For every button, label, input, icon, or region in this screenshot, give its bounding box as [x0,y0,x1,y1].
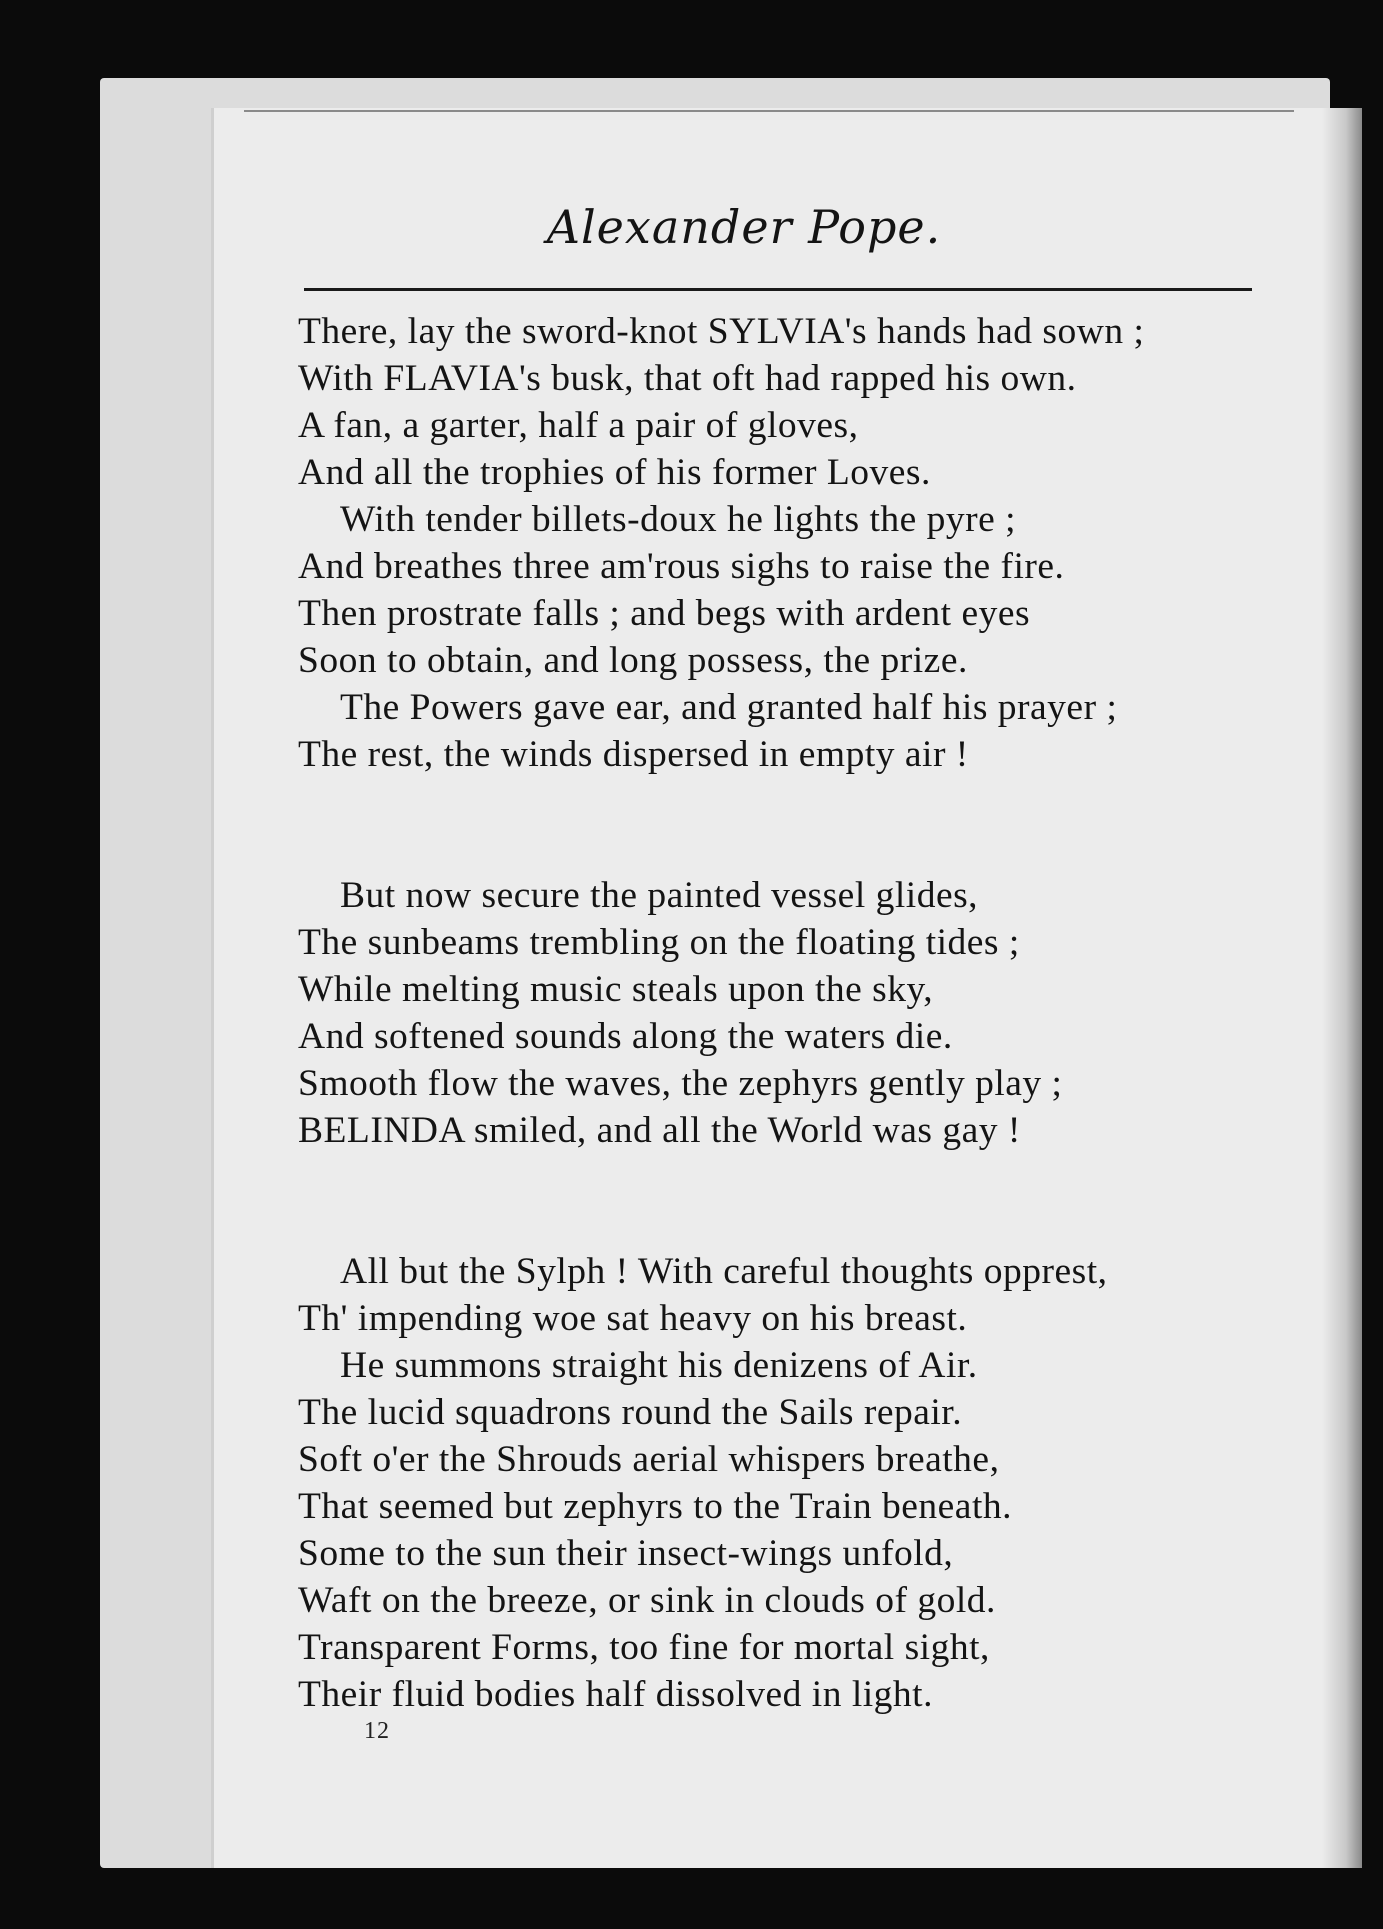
verse-line: He summons straight his denizens of Air. [340,1345,978,1386]
verse-line: And breathes three am'rous sighs to raise the fire. [298,546,1065,587]
stanza [298,1248,1278,1718]
page [214,108,1362,1868]
page-edge-shadow [1322,108,1362,1868]
verse-line: And all the trophies of his former Loves. [298,452,931,493]
stanza-gap [298,778,1278,872]
verse-line: Their fluid bodies half dissolved in light. [298,1674,933,1715]
verse-line: The lucid squadrons round the Sails repair. [298,1392,963,1433]
verse-line: Smooth flow the waves, the zephyrs gently play ; [298,1063,1063,1104]
stanza [298,872,1278,1154]
top-rule [244,110,1294,112]
verse-line: While melting music steals upon the sky, [298,969,934,1010]
verse-line: BELINDA smiled, and all the World was gay ! [298,1110,1021,1151]
verse-line: There, lay the sword-knot SYLVIA's hands had sown ; [298,311,1145,352]
verse-line: Soon to obtain, and long possess, the prize. [298,640,968,681]
header-rule [304,288,1252,291]
verse-line: With FLAVIA's busk, that oft had rapped his own. [298,358,1077,399]
running-head: Alexander Pope. [546,200,942,254]
stanza-gap [298,1154,1278,1248]
verse-line: Waft on the breeze, or sink in clouds of gold. [298,1580,996,1621]
verse-line: Then prostrate falls ; and begs with ardent eyes [298,593,1031,634]
poem-text [298,308,1278,1718]
verse-line: All but the Sylph ! With careful thoughts opprest, [340,1251,1108,1292]
verse-line: The Powers gave ear, and granted half his prayer ; [340,687,1118,728]
verse-line: A fan, a garter, half a pair of gloves, [298,405,859,446]
stanza [298,308,1278,778]
verse-line: The sunbeams trembling on the floating tides ; [298,922,1020,963]
page-number: 12 [364,1718,390,1744]
verse-line: And softened sounds along the waters die. [298,1016,953,1057]
verse-line: Soft o'er the Shrouds aerial whispers breathe, [298,1439,1000,1480]
verse-line: Some to the sun their insect-wings unfold, [298,1533,954,1574]
verse-line: The rest, the winds dispersed in empty air ! [298,734,969,775]
verse-line: Th' impending woe sat heavy on his breast. [298,1298,968,1339]
verse-line: That seemed but zephyrs to the Train beneath. [298,1486,1012,1527]
verse-line: Transparent Forms, too fine for mortal sight, [298,1627,990,1668]
verse-line: With tender billets-doux he lights the pyre ; [340,499,1017,540]
verse-line: But now secure the painted vessel glides, [340,875,979,916]
